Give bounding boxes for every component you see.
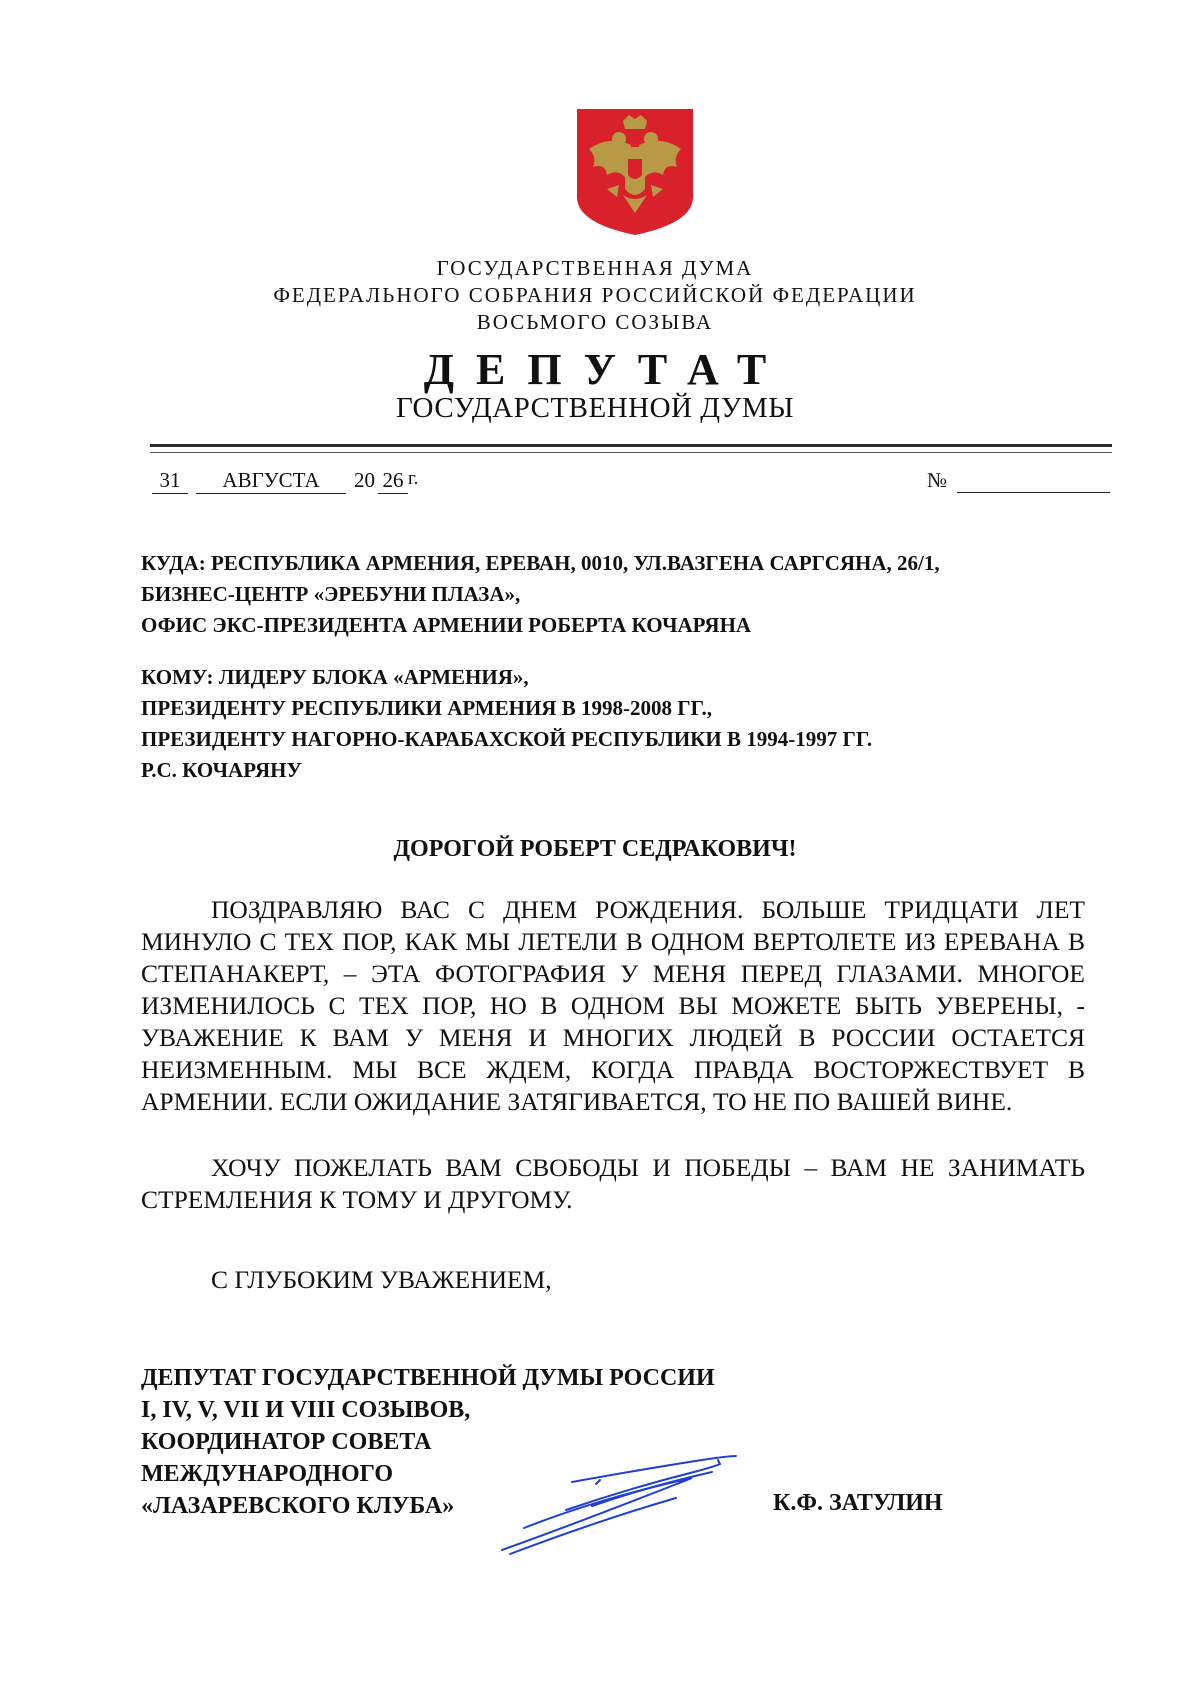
signature-title-line: «ЛАЗАРЕВСКОГО КЛУБА» bbox=[141, 1493, 455, 1519]
signature-title-line: КООРДИНАТОР СОВЕТА bbox=[141, 1429, 432, 1455]
letter-paragraph-1: ПОЗДРАВЛЯЮ ВАС С ДНЕМ РОЖДЕНИЯ. БОЛЬШЕ ТРИДЦАТИ ЛЕТ МИНУЛО С ТЕХ ПОР, КАК МЫ ЛЕТЕЛИ В ОДНОМ ВЕРТОЛЕТЕ ИЗ ЕРЕВАНА В СТЕПАНАКЕРТ, – ЭТА ФОТОГРАФИЯ У МЕНЯ ПЕРЕД ГЛАЗАМИ. МНОГОЕ ИЗМЕНИЛОСЬ С ТЕХ ПОР, НО В ОДНОМ ВЫ МОЖЕТЕ БЫТЬ УВЕРЕНЫ, - УВАЖЕНИЕ К ВАМ У МЕНЯ И МНОГИХ ЛЮДЕЙ В РОССИИ ОСТАЕТСЯ НЕИЗМЕННЫМ. МЫ ВСЕ ЖДЕМ, КОГДА ПРАВДА ВОСТОРЖЕСТВУЕТ В АРМЕНИИ. ЕСЛИ ОЖИДАНИЕ ЗАТЯГИВАЕТСЯ, ТО НЕ ПО ВАШЕЙ ВИНЕ. bbox=[141, 895, 1085, 1116]
signature-title-line: МЕЖДУНАРОДНОГО bbox=[141, 1461, 393, 1487]
header-subtitle-duma: ГОСУДАРСТВЕННОЙ ДУМЫ bbox=[396, 392, 794, 424]
handwritten-signature bbox=[480, 1420, 800, 1580]
header-line-convocation: ВОСЬМОГО СОЗЫВА bbox=[476, 310, 714, 334]
header-line-federal-assembly: ФЕДЕРАЛЬНОГО СОБРАНИЯ РОССИЙСКОЙ ФЕДЕРАЦИИ bbox=[273, 283, 917, 307]
signature-title-line: I, IV, V, VII И VIII СОЗЫВОВ, bbox=[141, 1397, 471, 1423]
address-line: КУДА: РЕСПУБЛИКА АРМЕНИЯ, ЕРЕВАН, 0010, УЛ.ВАЗГЕНА САРГСЯНА, 26/1, bbox=[141, 551, 940, 575]
recipient-line: Р.С. КОЧАРЯНУ bbox=[141, 758, 302, 782]
date-month: АВГУСТА bbox=[196, 468, 346, 494]
date-day: 31 bbox=[152, 468, 188, 494]
address-line: БИЗНЕС-ЦЕНТР «ЭРЕБУНИ ПЛАЗА», bbox=[141, 582, 521, 606]
number-blank-line bbox=[957, 492, 1110, 493]
header-title-deputy: ДЕПУТАТ bbox=[423, 345, 789, 394]
address-line: ОФИС ЭКС-ПРЕЗИДЕНТА АРМЕНИИ РОБЕРТА КОЧАРЯНА bbox=[141, 613, 752, 637]
header-line-duma: ГОСУДАРСТВЕННАЯ ДУМА bbox=[436, 256, 754, 280]
address-to-where bbox=[141, 548, 940, 641]
number-sign: № bbox=[927, 468, 948, 492]
letter-greeting: ДОРОГОЙ РОБЕРТ СЕДРАКОВИЧ! bbox=[393, 836, 797, 862]
signature-title-line: ДЕПУТАТ ГОСУДАРСТВЕННОЙ ДУМЫ РОССИИ bbox=[141, 1365, 715, 1391]
header-divider-thick bbox=[150, 444, 1112, 447]
recipient-line: КОМУ: ЛИДЕРУ БЛОКА «АРМЕНИЯ», bbox=[141, 665, 529, 689]
date-year-prefix: 20 bbox=[354, 468, 375, 492]
date-year-suffix: 26 bbox=[378, 468, 408, 494]
coat-of-arms-icon bbox=[573, 105, 697, 237]
address-to-whom bbox=[141, 662, 872, 786]
letter-paragraph-2: ХОЧУ ПОЖЕЛАТЬ ВАМ СВОБОДЫ И ПОБЕДЫ – ВАМ НЕ ЗАНИМАТЬ СТРЕМЛЕНИЯ К ТОМУ И ДРУГОМУ. bbox=[141, 1153, 1085, 1214]
recipient-line: ПРЕЗИДЕНТУ НАГОРНО-КАРАБАХСКОЙ РЕСПУБЛИКИ В 1994-1997 ГГ. bbox=[141, 727, 873, 751]
letter-closing: С ГЛУБОКИМ УВАЖЕНИЕМ, bbox=[211, 1265, 552, 1294]
signer-name: К.Ф. ЗАТУЛИН bbox=[773, 1490, 943, 1516]
recipient-line: ПРЕЗИДЕНТУ РЕСПУБЛИКИ АРМЕНИЯ В 1998-2008 ГГ., bbox=[141, 696, 713, 720]
date-year-abbr: г. bbox=[408, 468, 419, 489]
header-divider-thin bbox=[150, 452, 1112, 453]
